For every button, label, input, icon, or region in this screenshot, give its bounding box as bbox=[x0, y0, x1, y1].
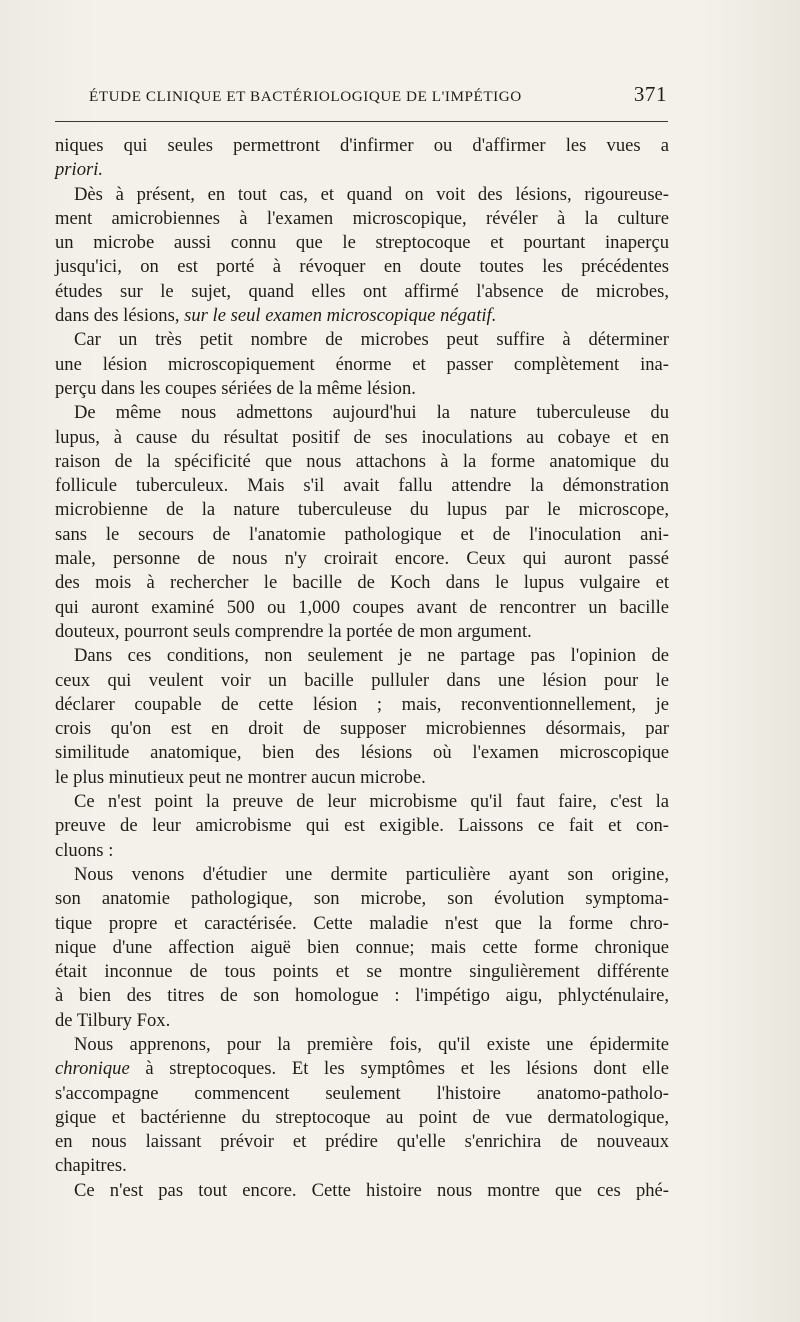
text-line: follicule tuberculeux. Mais s'il avait fallu attendre la démonstration bbox=[55, 475, 669, 497]
text-line: des mois à rechercher le bacille de Koch dans le lupus vulgaire et bbox=[55, 572, 669, 594]
text-line: qui auront examiné 500 ou 1,000 coupes avant de rencontrer un bacille bbox=[55, 596, 669, 618]
text-line: de Tilbury Fox. bbox=[55, 1009, 171, 1031]
text-line: à bien des titres de son homologue : l'impétigo aigu, phlycténulaire, bbox=[55, 985, 669, 1007]
text-line: nique d'une affection aiguë bien connue; mais cette forme chronique bbox=[55, 936, 669, 958]
text-line: cluons : bbox=[55, 839, 114, 861]
running-head bbox=[55, 82, 670, 112]
text-line: Car un très petit nombre de microbes peut suffire à déterminer bbox=[74, 329, 669, 351]
text-line: sans le secours de l'anatomie pathologique et de l'inoculation ani- bbox=[55, 523, 669, 545]
text-line: perçu dans les coupes sériées de la même lésion. bbox=[55, 377, 416, 399]
text-line: Ce n'est point la preuve de leur microbisme qu'il faut faire, c'est la bbox=[74, 791, 669, 813]
text-line: similitude anatomique, bien des lésions où l'examen microscopique bbox=[55, 742, 669, 764]
text-line: microbienne de la nature tuberculeuse du lupus par le microscope, bbox=[55, 499, 669, 521]
text-line: études sur le sujet, quand elles ont affirmé l'absence de microbes, bbox=[55, 280, 669, 302]
text-line: Nous apprenons, pour la première fois, qu'il existe une épidermite bbox=[74, 1033, 669, 1055]
italic-phrase: chronique bbox=[55, 1058, 130, 1080]
text-line: une lésion microscopiquement énorme et passer complètement ina- bbox=[55, 353, 669, 375]
text-line: jusqu'ici, on est porté à révoquer en doute toutes les précédentes bbox=[55, 256, 669, 278]
text-line: ceux qui veulent voir un bacille pulluler dans une lésion pour le bbox=[55, 669, 669, 691]
text-line: Dès à présent, en tout cas, et quand on voit des lésions, rigoureuse- bbox=[74, 183, 669, 205]
text-line: Nous venons d'étudier une dermite particulière ayant son origine, bbox=[74, 863, 669, 885]
text-line: s'accompagne commencent seulement l'histoire anatomo-patholo- bbox=[55, 1082, 669, 1104]
running-title: ÉTUDE CLINIQUE ET BACTÉRIOLOGIQUE DE L'IMPÉTIGO bbox=[89, 88, 522, 105]
text-line: ment amicrobiennes à l'examen microscopique, révéler à la culture bbox=[55, 207, 669, 229]
text-line: male, personne de nous n'y croirait encore. Ceux qui auront passé bbox=[55, 548, 669, 570]
text-line: chronique à streptocoques. Et les symptômes et les lésions dont elle bbox=[55, 1058, 669, 1080]
text-line: le plus minutieux peut ne montrer aucun microbe. bbox=[55, 766, 426, 788]
text-line: dans des lésions, sur le seul examen microscopique négatif. bbox=[55, 305, 497, 327]
text-line: chapitres. bbox=[55, 1155, 127, 1177]
text-line: son anatomie pathologique, son microbe, son évolution symptoma- bbox=[55, 888, 669, 910]
text-line: crois qu'on est en droit de supposer microbiennes désormais, par bbox=[55, 718, 669, 740]
page-number: 371 bbox=[633, 82, 667, 106]
text-line: preuve de leur amicrobisme qui est exigible. Laissons ce fait et con- bbox=[55, 815, 669, 837]
italic-phrase: sur le seul examen microscopique négatif. bbox=[184, 305, 497, 327]
text-line: De même nous admettons aujourd'hui la nature tuberculeuse du bbox=[74, 402, 669, 424]
text-line: un microbe aussi connu que le streptocoque et pourtant inaperçu bbox=[55, 232, 669, 254]
text-line: gique et bactérienne du streptocoque au point de vue dermatologique, bbox=[55, 1106, 669, 1128]
text-line: Ce n'est pas tout encore. Cette histoire nous montre que ces phé- bbox=[74, 1179, 669, 1201]
header-rule bbox=[55, 121, 668, 122]
text-line: en nous laissant prévoir et prédire qu'elle s'enrichira de nouveaux bbox=[55, 1131, 669, 1153]
text-line: Dans ces conditions, non seulement je ne partage pas l'opinion de bbox=[74, 645, 669, 667]
text-line: était inconnue de tous points et se montre singulièrement différente bbox=[55, 961, 669, 983]
text-line: douteux, pourront seuls comprendre la portée de mon argument. bbox=[55, 620, 532, 642]
body-text bbox=[55, 134, 669, 1203]
text-line: priori. bbox=[55, 159, 104, 181]
text-line: déclarer coupable de cette lésion ; mais, reconventionnellement, je bbox=[55, 693, 669, 715]
text-line: lupus, à cause du résultat positif de ses inoculations au cobaye et en bbox=[55, 426, 669, 448]
text-line: raison de la spécificité que nous attachons à la forme anatomique du bbox=[55, 450, 669, 472]
text-line: niques qui seules permettront d'infirmer ou d'affirmer les vues a bbox=[55, 135, 669, 156]
text-line: tique propre et caractérisée. Cette maladie n'est que la forme chro- bbox=[55, 912, 669, 934]
